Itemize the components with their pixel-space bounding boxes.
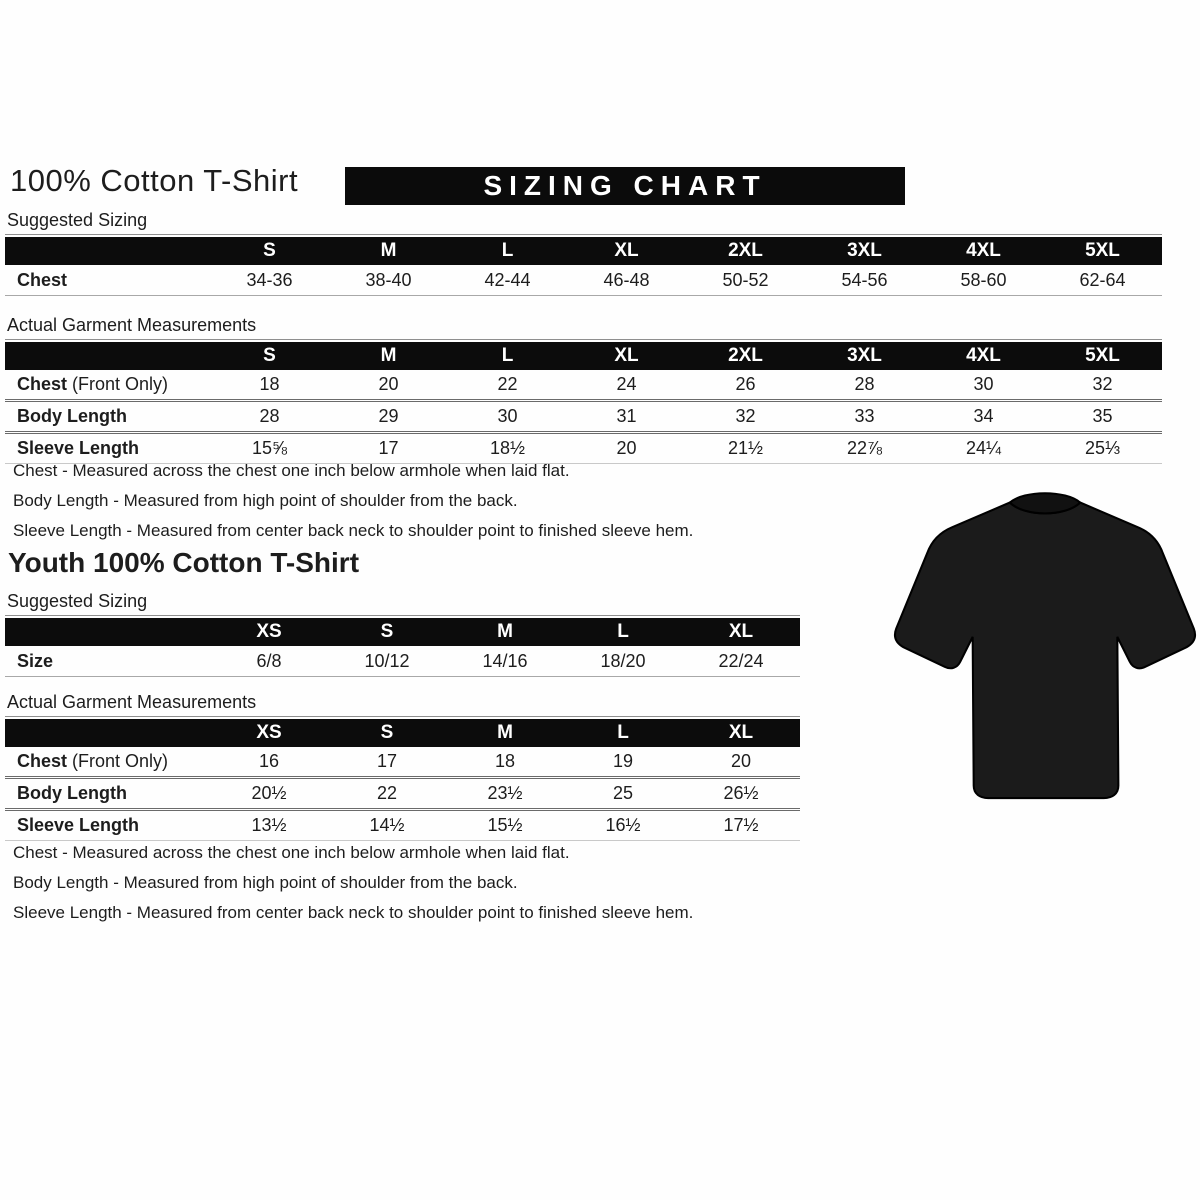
cell: 6/8 bbox=[256, 650, 282, 671]
cell: 34 bbox=[973, 406, 994, 426]
size-column-header: M bbox=[497, 621, 513, 642]
cell: 35 bbox=[1092, 406, 1113, 426]
size-column-header: 2XL bbox=[728, 345, 763, 366]
youth-measurement-notes bbox=[13, 843, 693, 933]
cell: 14½ bbox=[369, 815, 405, 835]
cell: 20½ bbox=[251, 783, 287, 803]
adult-body-length-row bbox=[5, 402, 1162, 434]
cell: 10/12 bbox=[364, 650, 410, 671]
cell: 18½ bbox=[489, 438, 526, 458]
cell: 15½ bbox=[487, 815, 523, 835]
cell: 46-48 bbox=[603, 269, 650, 290]
cell: 23½ bbox=[487, 783, 523, 803]
size-column-header: XL bbox=[728, 722, 754, 743]
cell: 34-36 bbox=[246, 269, 293, 290]
cell: 22 bbox=[376, 783, 398, 803]
row-label: Chest (Front Only) bbox=[17, 751, 169, 771]
note-chest: Chest - Measured across the chest one inch below armhole when laid flat. bbox=[13, 461, 570, 480]
youth-actual-header-row bbox=[5, 719, 800, 747]
note-body-length: Body Length - Measured from high point of shoulder from the back. bbox=[13, 491, 518, 510]
cell: 17½ bbox=[723, 815, 759, 835]
note-sleeve-length: Sleeve Length - Measured from center back neck to shoulder point to finished sleeve hem. bbox=[13, 903, 694, 922]
cell: 20 bbox=[730, 751, 752, 771]
youth-size-row bbox=[5, 646, 800, 677]
cell: 16½ bbox=[605, 815, 641, 835]
cell: 62-64 bbox=[1079, 269, 1126, 290]
size-column-header: M bbox=[380, 345, 397, 366]
cell: 32 bbox=[735, 406, 756, 426]
cell: 30 bbox=[973, 374, 994, 394]
cell: 30 bbox=[497, 406, 518, 426]
youth-actual-section bbox=[5, 692, 800, 841]
size-column-header: S bbox=[263, 240, 276, 261]
cell: 15⅝ bbox=[251, 438, 288, 458]
size-column-header: L bbox=[501, 345, 514, 366]
size-column-header: 2XL bbox=[728, 240, 763, 261]
size-column-header: XS bbox=[256, 722, 282, 743]
row-label: Body Length bbox=[17, 406, 127, 426]
youth-sleeve-length-row bbox=[5, 811, 800, 841]
size-column-header: 4XL bbox=[966, 345, 1001, 366]
row-label: Chest bbox=[17, 269, 68, 290]
row-label: Chest (Front Only) bbox=[17, 374, 169, 394]
cell: 17 bbox=[378, 438, 399, 458]
cell: 16 bbox=[258, 751, 280, 771]
size-column-header: M bbox=[380, 240, 397, 261]
youth-body-length-row bbox=[5, 779, 800, 811]
youth-product-title: Youth 100% Cotton T-Shirt bbox=[8, 547, 360, 578]
tshirt-body bbox=[895, 503, 1195, 799]
cell: 58-60 bbox=[960, 269, 1007, 290]
cell: 24¼ bbox=[965, 438, 1002, 458]
youth-suggested-header-row bbox=[5, 618, 800, 646]
cell: 26 bbox=[735, 374, 756, 394]
row-label: Body Length bbox=[17, 783, 127, 803]
cell: 21½ bbox=[727, 438, 764, 458]
cell: 38-40 bbox=[365, 269, 412, 290]
suggested-sizing-label: Suggested Sizing bbox=[5, 210, 1162, 235]
cell: 17 bbox=[376, 751, 398, 771]
cell: 28 bbox=[259, 406, 280, 426]
cell: 25 bbox=[612, 783, 634, 803]
cell: 22/24 bbox=[718, 650, 764, 671]
size-column-header: M bbox=[497, 722, 513, 743]
cell: 20 bbox=[378, 374, 399, 394]
youth-suggested-section bbox=[5, 591, 800, 677]
note-chest: Chest - Measured across the chest one inch below armhole when laid flat. bbox=[13, 843, 570, 862]
cell: 20 bbox=[616, 438, 637, 458]
size-column-header: L bbox=[501, 240, 514, 261]
adult-actual-section bbox=[5, 315, 1162, 464]
cell: 28 bbox=[854, 374, 875, 394]
row-label-suffix: (Front Only) bbox=[67, 751, 169, 771]
size-column-header: XS bbox=[256, 621, 282, 642]
cell: 42-44 bbox=[484, 269, 531, 290]
tshirt-graphic bbox=[890, 474, 1200, 808]
cell: 19 bbox=[612, 751, 634, 771]
cell: 31 bbox=[616, 406, 637, 426]
cell: 14/16 bbox=[482, 650, 528, 671]
suggested-sizing-label: Suggested Sizing bbox=[5, 591, 800, 616]
cell: 18 bbox=[494, 751, 516, 771]
adult-chest-row bbox=[5, 370, 1162, 402]
adult-measurement-notes bbox=[13, 461, 693, 551]
cell: 54-56 bbox=[841, 269, 888, 290]
adult-suggested-section bbox=[5, 210, 1162, 296]
adult-suggested-header-row bbox=[5, 237, 1162, 265]
actual-measurements-label: Actual Garment Measurements bbox=[5, 692, 800, 717]
cell: 18 bbox=[259, 374, 280, 394]
size-column-header: XL bbox=[728, 621, 754, 642]
note-sleeve-length: Sleeve Length - Measured from center back neck to shoulder point to finished sleeve hem. bbox=[13, 521, 694, 540]
size-column-header: 3XL bbox=[847, 345, 882, 366]
size-column-header: XL bbox=[614, 240, 639, 261]
size-column-header: 4XL bbox=[966, 240, 1001, 261]
cell: 50-52 bbox=[722, 269, 769, 290]
cell: 24 bbox=[616, 374, 637, 394]
size-column-header: L bbox=[617, 722, 629, 743]
sizing-chart-banner: SIZING CHART bbox=[345, 167, 905, 205]
row-label: Size bbox=[17, 650, 54, 671]
row-label: Sleeve Length bbox=[17, 438, 140, 458]
cell: 33 bbox=[854, 406, 875, 426]
cell: 22⅞ bbox=[846, 438, 883, 458]
cell: 29 bbox=[378, 406, 399, 426]
actual-measurements-label: Actual Garment Measurements bbox=[5, 315, 1162, 340]
adult-chest-range-row bbox=[5, 265, 1162, 296]
cell: 32 bbox=[1092, 374, 1113, 394]
tshirt-image bbox=[890, 474, 1200, 808]
size-column-header: 3XL bbox=[847, 240, 882, 261]
cell: 13½ bbox=[251, 815, 287, 835]
size-column-header: 5XL bbox=[1085, 345, 1120, 366]
cell: 18/20 bbox=[600, 650, 646, 671]
cell: 25⅓ bbox=[1084, 438, 1121, 458]
adult-actual-header-row bbox=[5, 342, 1162, 370]
size-column-header: S bbox=[263, 345, 276, 366]
size-column-header: L bbox=[617, 621, 629, 642]
adult-sleeve-length-row bbox=[5, 434, 1162, 464]
cell: 22 bbox=[497, 374, 518, 394]
note-body-length: Body Length - Measured from high point of shoulder from the back. bbox=[13, 873, 518, 892]
size-column-header: XL bbox=[614, 345, 639, 366]
size-column-header: 5XL bbox=[1085, 240, 1120, 261]
row-label: Sleeve Length bbox=[17, 815, 140, 835]
row-label-suffix: (Front Only) bbox=[67, 374, 169, 394]
size-column-header: S bbox=[380, 621, 394, 642]
adult-product-title: 100% Cotton T-Shirt bbox=[10, 163, 299, 198]
cell: 26½ bbox=[723, 783, 759, 803]
youth-chest-row bbox=[5, 747, 800, 779]
size-column-header: S bbox=[380, 722, 394, 743]
